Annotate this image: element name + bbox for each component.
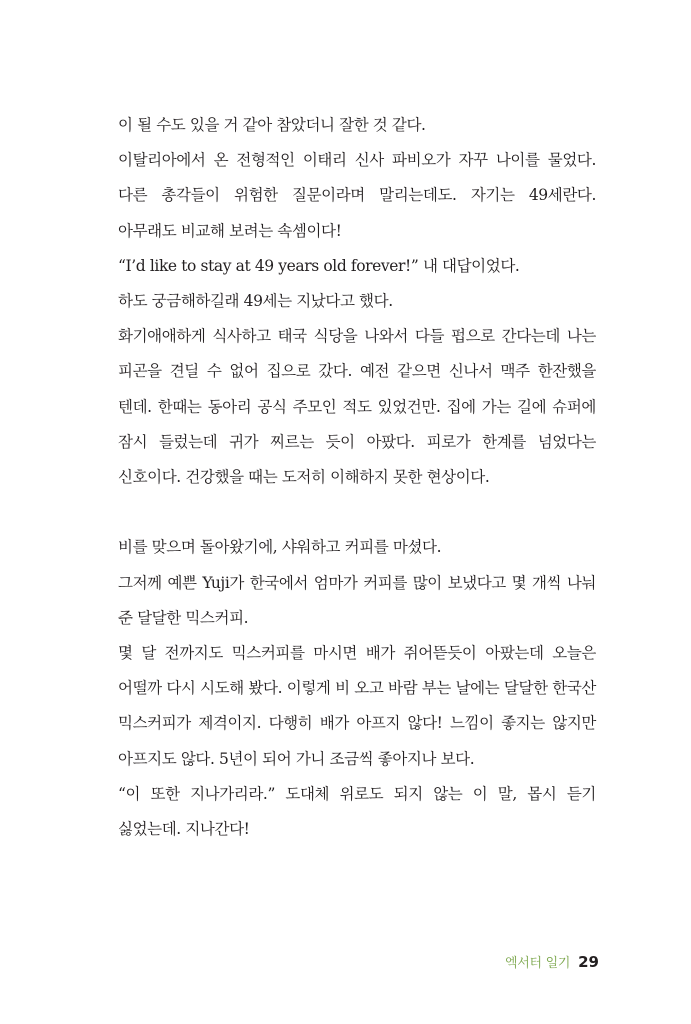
paragraph: 이탈리아에서 온 전형적인 이태리 신사 파비오가 자꾸 나이를 물었다. 다른 총각들이 위험한 질문이라며 말리는데도. 자기는 49세란다. 아무래도 비교해 보려는 속셈이다! (118, 151, 596, 240)
running-title: 엑서터 일기 (505, 956, 571, 971)
paragraph: 하도 궁금해하길래 49세는 지났다고 했다. (118, 292, 393, 311)
page-number: 29 (578, 953, 599, 971)
paragraph: 몇 달 전까지도 믹스커피를 마시면 배가 쥐어뜯듯이 아팠는데 오늘은 어떨까 다시 시도해 봤다. 이렇게 비 오고 바람 부는 날에는 달달한 한국산 믹스커피가 제격이지. 다행히 배가 아프지 않다! 느낌이 좋지는 않지만 아프지도 않다. 5년이 되어 가니 조금씩 좋아지나 보다. (118, 644, 596, 768)
paragraph: “이 또한 지나가리라.” 도대체 위로도 되지 않는 이 말, 몹시 듣기 싫었는데. 지나간다! (118, 784, 596, 839)
paragraph: “I’d like to stay at 49 years old forever!” 내 대답이었다. (118, 256, 520, 275)
page-footer (505, 952, 599, 971)
paragraph: 그저께 예쁜 Yuji가 한국에서 엄마가 커피를 많이 보냈다고 몇 개씩 나눠 준 달달한 믹스커피. (118, 573, 596, 627)
paragraph: 비를 맞으며 돌아왔기에, 샤워하고 커피를 마셨다. (118, 538, 442, 557)
paragraph: 이 될 수도 있을 거 같아 참았더니 잘한 것 같다. (118, 116, 426, 134)
page-body (118, 108, 596, 847)
section-break (118, 495, 596, 530)
paragraph: 화기애애하게 식사하고 태국 식당을 나와서 다들 펍으로 간다는데 나는 피곤을 견딜 수 없어 집으로 갔다. 예전 같으면 신나서 맥주 한잔했을 텐데. 한때는 동아리 공식 주모인 적도 있었건만. 집에 가는 길에 슈퍼에 잠시 들렀는데 귀가 찌르는 듯이 아팠다. 피로가 한계를 넘었다는 신호이다. 건강했을 때는 도저히 이해하지 못한 현상이다. (118, 327, 596, 487)
